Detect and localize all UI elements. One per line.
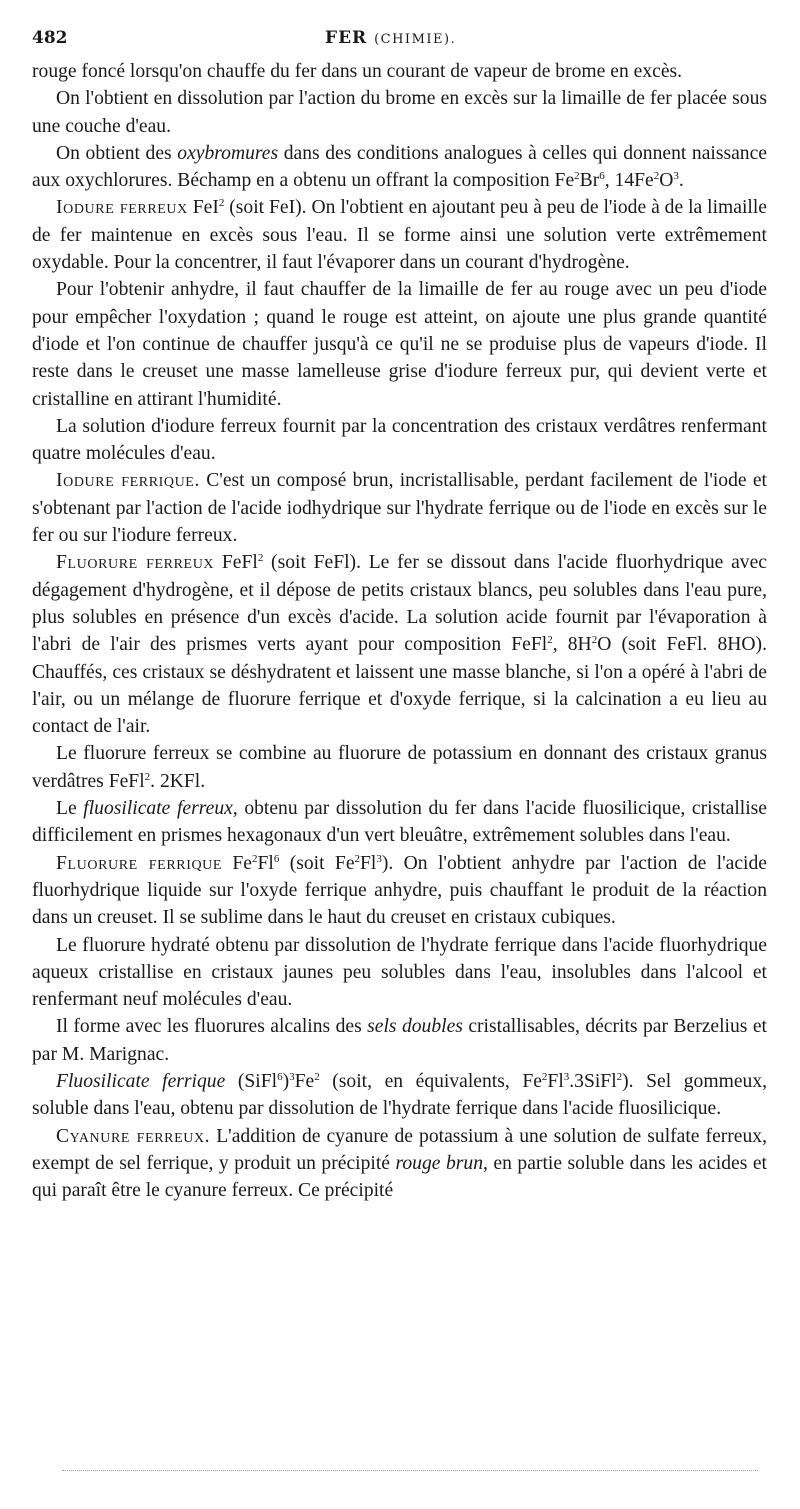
text-run: Le fluorure hydraté obtenu par dissolution de l'hydrate ferrique dans l'acide fluorhydrique aqueux cristallise en cristaux jaunes peu solubles dans l'eau, insolubles dans l'alcool et renfermant neuf molécules d'eau. [32,934,767,1011]
paragraph [32,1013,767,1068]
text-run: . 2KFl. [150,770,206,792]
italic-term: fluosilicate ferreux, [83,798,238,820]
text-run: FeFl [214,552,258,574]
text-run: ) [282,1070,290,1092]
superscript: 6 [277,1070,283,1083]
text-run: . [678,170,684,192]
superscript: 2 [354,852,361,865]
text-run: ). On l'obtient anhydre par l'action de l'acide fluorhydrique liquide sur l'oxyde ferrique anhydre, puis chauffant le produit de la réaction dans un creuset. Il se sublime dans le haut du creuset en cristaux cubiques. [32,852,767,929]
text-run: L'addition de cyanure de potassium à une solution de sulfate ferreux, exempt de sel ferrique, y produit un précipité [32,1125,768,1174]
superscript: 2 [257,552,264,565]
text-run: C'est un composé brun, incristallisable, perdant facilement de l'iode et s'obtenant par l'action de l'acide iodhydrique sur l'hydrate ferrique ou de l'iode en excès sur le fer ou sur l'iodure ferreux. [32,470,768,547]
running-head [32,22,767,58]
page-number: 482 [32,28,68,48]
paragraph [32,276,767,412]
paragraph [32,740,767,795]
text-run: O [659,170,674,192]
document-page [32,22,767,1204]
text-run: ). Sel gommeux, soluble dans l'eau, obtenu par dissolution de l'hydrate ferrique dans l'acide fluosilicique. [32,1070,768,1120]
text-run: Le [56,798,84,820]
superscript: 3 [289,1070,295,1083]
paragraph [32,1123,767,1205]
paragraph [32,194,767,276]
text-run: rouge foncé lorsqu'on chauffe du fer dans un courant de vapeur de brome en excès. [32,61,683,82]
text-run: .3SiFl [569,1070,617,1092]
text-run: dans des conditions analogues à celles qui donnent naissance aux oxychlorures. Béchamp en a obtenu un offrant la composition Fe [32,142,767,192]
paragraph [32,58,767,85]
superscript: 3 [673,170,679,183]
section-term: Cyanure ferreux. [56,1125,211,1147]
section-term: Iodure ferrique. [56,470,200,492]
text-run: Il forme avec les fluorures alcalins des [56,1016,368,1038]
paragraph [32,1068,767,1123]
running-title-sub: (CHIMIE). [374,32,457,47]
text-run: (soit FeI). On l'obtient en ajoutant peu à peu de l'iode à de la limaille de fer maintenue en excès sous l'eau. Il se forme ainsi une solution verte extrêmement oxydable. Pour la concentrer, il faut l'évaporer dans un courant d'hydrogène. [32,197,767,274]
text-run: (SiFl [225,1070,278,1092]
paragraph [32,467,767,549]
paragraph [32,850,767,932]
superscript: 2 [541,1070,548,1083]
section-term: Iodure ferreux [56,197,188,219]
text-run: La solution d'iodure ferreux fournit par la concentration des cristaux verdâtres renfermant quatre molécules d'eau. [32,415,767,465]
text-run: en partie soluble dans les acides et qui paraît être le cyanure ferreux. Ce précipité [32,1152,767,1202]
text-run: O (soit FeFl. 8HO). Chauffés, ces cristaux se déshydratent et laissent une masse blanche, si l'on a opéré à l'abri de l'air, ou un mélange de fluorure ferrique et d'oxyde ferrique, si la calcination a eu lieu au contact de l'air. [32,634,767,738]
footer-rule [62,1470,758,1471]
superscript: 2 [653,170,660,183]
text-run: (soit Fe [279,852,355,874]
superscript: 2 [616,1070,623,1083]
paragraph [32,932,767,1014]
text-run: On l'obtient en dissolution par l'action du brome en excès sur la limaille de fer placée sous une couche d'eau. [32,88,767,137]
superscript: 2 [314,1070,320,1083]
italic-term: rouge brun, [395,1152,488,1174]
text-run: Fl [547,1070,564,1092]
paragraph [32,85,767,140]
paragraph [32,795,767,850]
text-run: FeI [187,197,219,219]
running-title [325,28,456,48]
text-run: Fe [222,852,252,874]
text-run: Le fluorure ferreux se combine au fluorure de potassium en donnant des cristaux granus verdâtres FeFl [32,743,767,792]
text-run: (soit FeFl). Le fer se dissout dans l'acide fluorhydrique avec dégagement d'hydrogène, et il dépose de petits cristaux blancs, peu solubles dans l'eau pure, plus solubles en présence d'un excès d'acide. La solution acide fournit par l'évaporation à l'abri de l'air des prismes verts ayant pour composition FeFl [32,552,767,656]
text-run: , 8H [552,634,592,656]
text-run: obtenu par dissolution du fer dans l'acide fluosilicique, cristallise difficilement en prismes hexagonaux d'un vert bleuâtre, extrêmement solubles dans l'eau. [32,798,767,847]
section-term: Fluorure ferreux [56,552,215,574]
superscript: 2 [574,170,580,183]
superscript: 6 [599,170,605,183]
text-run: Br [579,170,600,192]
italic-term: sels doubles [367,1016,463,1038]
paragraph [32,413,767,468]
superscript: 2 [252,852,258,865]
superscript: 2 [218,197,225,210]
superscript: 2 [591,634,598,647]
text-run: Pour l'obtenir anhydre, il faut chauffer de la limaille de fer au rouge avec un peu d'iode pour empêcher l'oxydation ; quand le rouge est atteint, on ajoute une plus grande quantité d'iode et l'on continue de chauffer jusqu'à ce qu'il ne se produise plus de vapeurs d'iode. Il reste dans le creuset une masse lamelleuse grise d'iodure ferreux pur, qui devient verte et cristalline en attirant l'humidité. [32,279,767,410]
text-run: Fl [257,852,274,874]
text-run: cristallisables, décrits par Berzelius et par M. Marignac. [32,1016,767,1065]
text-run: Fe [294,1070,315,1092]
paragraph [32,140,767,195]
italic-term: Fluosilicate ferrique [56,1070,226,1092]
body-text [32,58,767,1204]
text-run: , 14Fe [604,170,654,192]
section-term: Fluorure ferrique [56,852,223,874]
text-run: Fl [360,852,377,874]
superscript: 3 [376,852,382,865]
italic-term: oxybromures [177,142,279,164]
superscript: 6 [273,852,280,865]
text-run: On obtient des [56,142,178,164]
text-run: (soit, en équivalents, Fe [319,1070,542,1092]
superscript: 2 [547,634,553,647]
paragraph [32,549,767,740]
superscript: 3 [563,1070,570,1083]
superscript: 2 [144,770,151,783]
running-title-main: FER [325,28,368,48]
